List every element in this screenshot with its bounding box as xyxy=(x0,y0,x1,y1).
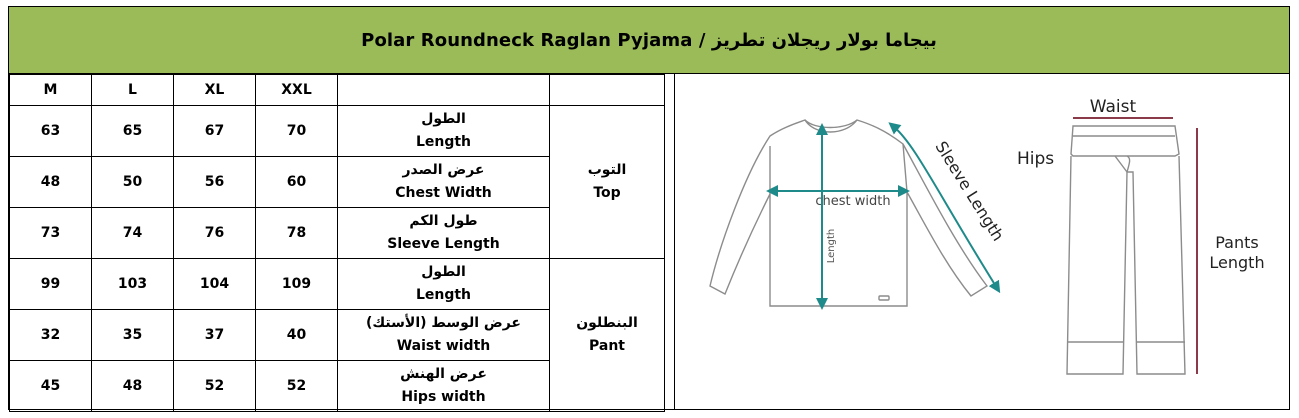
size-chart xyxy=(8,6,1290,410)
measure-label-en: Hips width xyxy=(401,389,486,405)
table-row xyxy=(10,106,665,157)
value-cell: 40 xyxy=(256,310,338,361)
measurement-diagrams xyxy=(674,74,1290,410)
group-label-ar: البنطلون xyxy=(576,315,638,331)
value-cell: 35 xyxy=(92,310,174,361)
measure-label-ar: الطول xyxy=(421,111,466,127)
value-cell: 56 xyxy=(174,157,256,208)
value-cell: 73 xyxy=(10,208,92,259)
measure-label xyxy=(338,157,550,208)
size-header: M xyxy=(10,75,92,106)
measure-label-en: Sleeve Length xyxy=(387,236,500,252)
measure-label xyxy=(338,106,550,157)
group-label-top xyxy=(550,106,665,259)
pants-length-label-line1: Pants xyxy=(1215,233,1259,252)
value-cell: 48 xyxy=(92,361,174,412)
value-cell: 48 xyxy=(10,157,92,208)
measure-label xyxy=(338,259,550,310)
value-cell: 45 xyxy=(10,361,92,412)
blank-header-cell xyxy=(550,75,665,106)
value-cell: 76 xyxy=(174,208,256,259)
value-cell: 60 xyxy=(256,157,338,208)
value-cell: 70 xyxy=(256,106,338,157)
value-cell: 109 xyxy=(256,259,338,310)
measure-label-en: Length xyxy=(415,287,472,303)
waist-label: Waist xyxy=(1089,97,1137,117)
measure-label-ar: الطول xyxy=(421,264,466,280)
value-cell: 52 xyxy=(256,361,338,412)
table-header-row xyxy=(10,75,665,106)
value-cell: 104 xyxy=(174,259,256,310)
hips-label: Hips xyxy=(1017,149,1055,169)
chart-title: Polar Roundneck Raglan Pyjama / بيجاما بولار ريجلان تطريز xyxy=(9,7,1289,74)
measure-label xyxy=(338,361,550,412)
value-cell: 103 xyxy=(92,259,174,310)
size-header: XL xyxy=(174,75,256,106)
measure-label-en: Chest Width xyxy=(395,185,492,201)
group-label-en: Top xyxy=(593,185,621,201)
measure-label-ar: طول الكم xyxy=(409,213,478,229)
value-cell: 50 xyxy=(92,157,174,208)
value-cell: 67 xyxy=(174,106,256,157)
measure-label xyxy=(338,310,550,361)
value-cell: 65 xyxy=(92,106,174,157)
table-row xyxy=(10,259,665,310)
chest-width-label: chest width xyxy=(815,194,891,209)
pants-length-label-line2: Length xyxy=(1209,253,1265,272)
value-cell: 37 xyxy=(174,310,256,361)
value-cell: 63 xyxy=(10,106,92,157)
measure-label-ar: عرض الوسط (الأستك) xyxy=(366,315,521,331)
value-cell: 99 xyxy=(10,259,92,310)
measure-label-en: Waist width xyxy=(396,338,491,354)
value-cell: 32 xyxy=(10,310,92,361)
diagram-svg xyxy=(675,74,1290,410)
group-label-ar: التوب xyxy=(587,162,627,178)
size-header: XXL xyxy=(256,75,338,106)
value-cell: 52 xyxy=(174,361,256,412)
measure-label-ar: عرض الهنش xyxy=(400,366,487,382)
size-header: L xyxy=(92,75,174,106)
measure-label xyxy=(338,208,550,259)
measure-label-en: Length xyxy=(415,134,472,150)
value-cell: 78 xyxy=(256,208,338,259)
length-label: Length xyxy=(826,228,837,264)
sleeve-length-label: Sleeve Length xyxy=(931,137,1008,245)
blank-header-cell xyxy=(338,75,550,106)
group-label-pant xyxy=(550,259,665,412)
measure-label-ar: عرض الصدر xyxy=(402,162,485,178)
pants-drawing xyxy=(1067,126,1185,374)
size-table xyxy=(9,74,665,412)
value-cell: 74 xyxy=(92,208,174,259)
group-label-en: Pant xyxy=(589,338,625,354)
